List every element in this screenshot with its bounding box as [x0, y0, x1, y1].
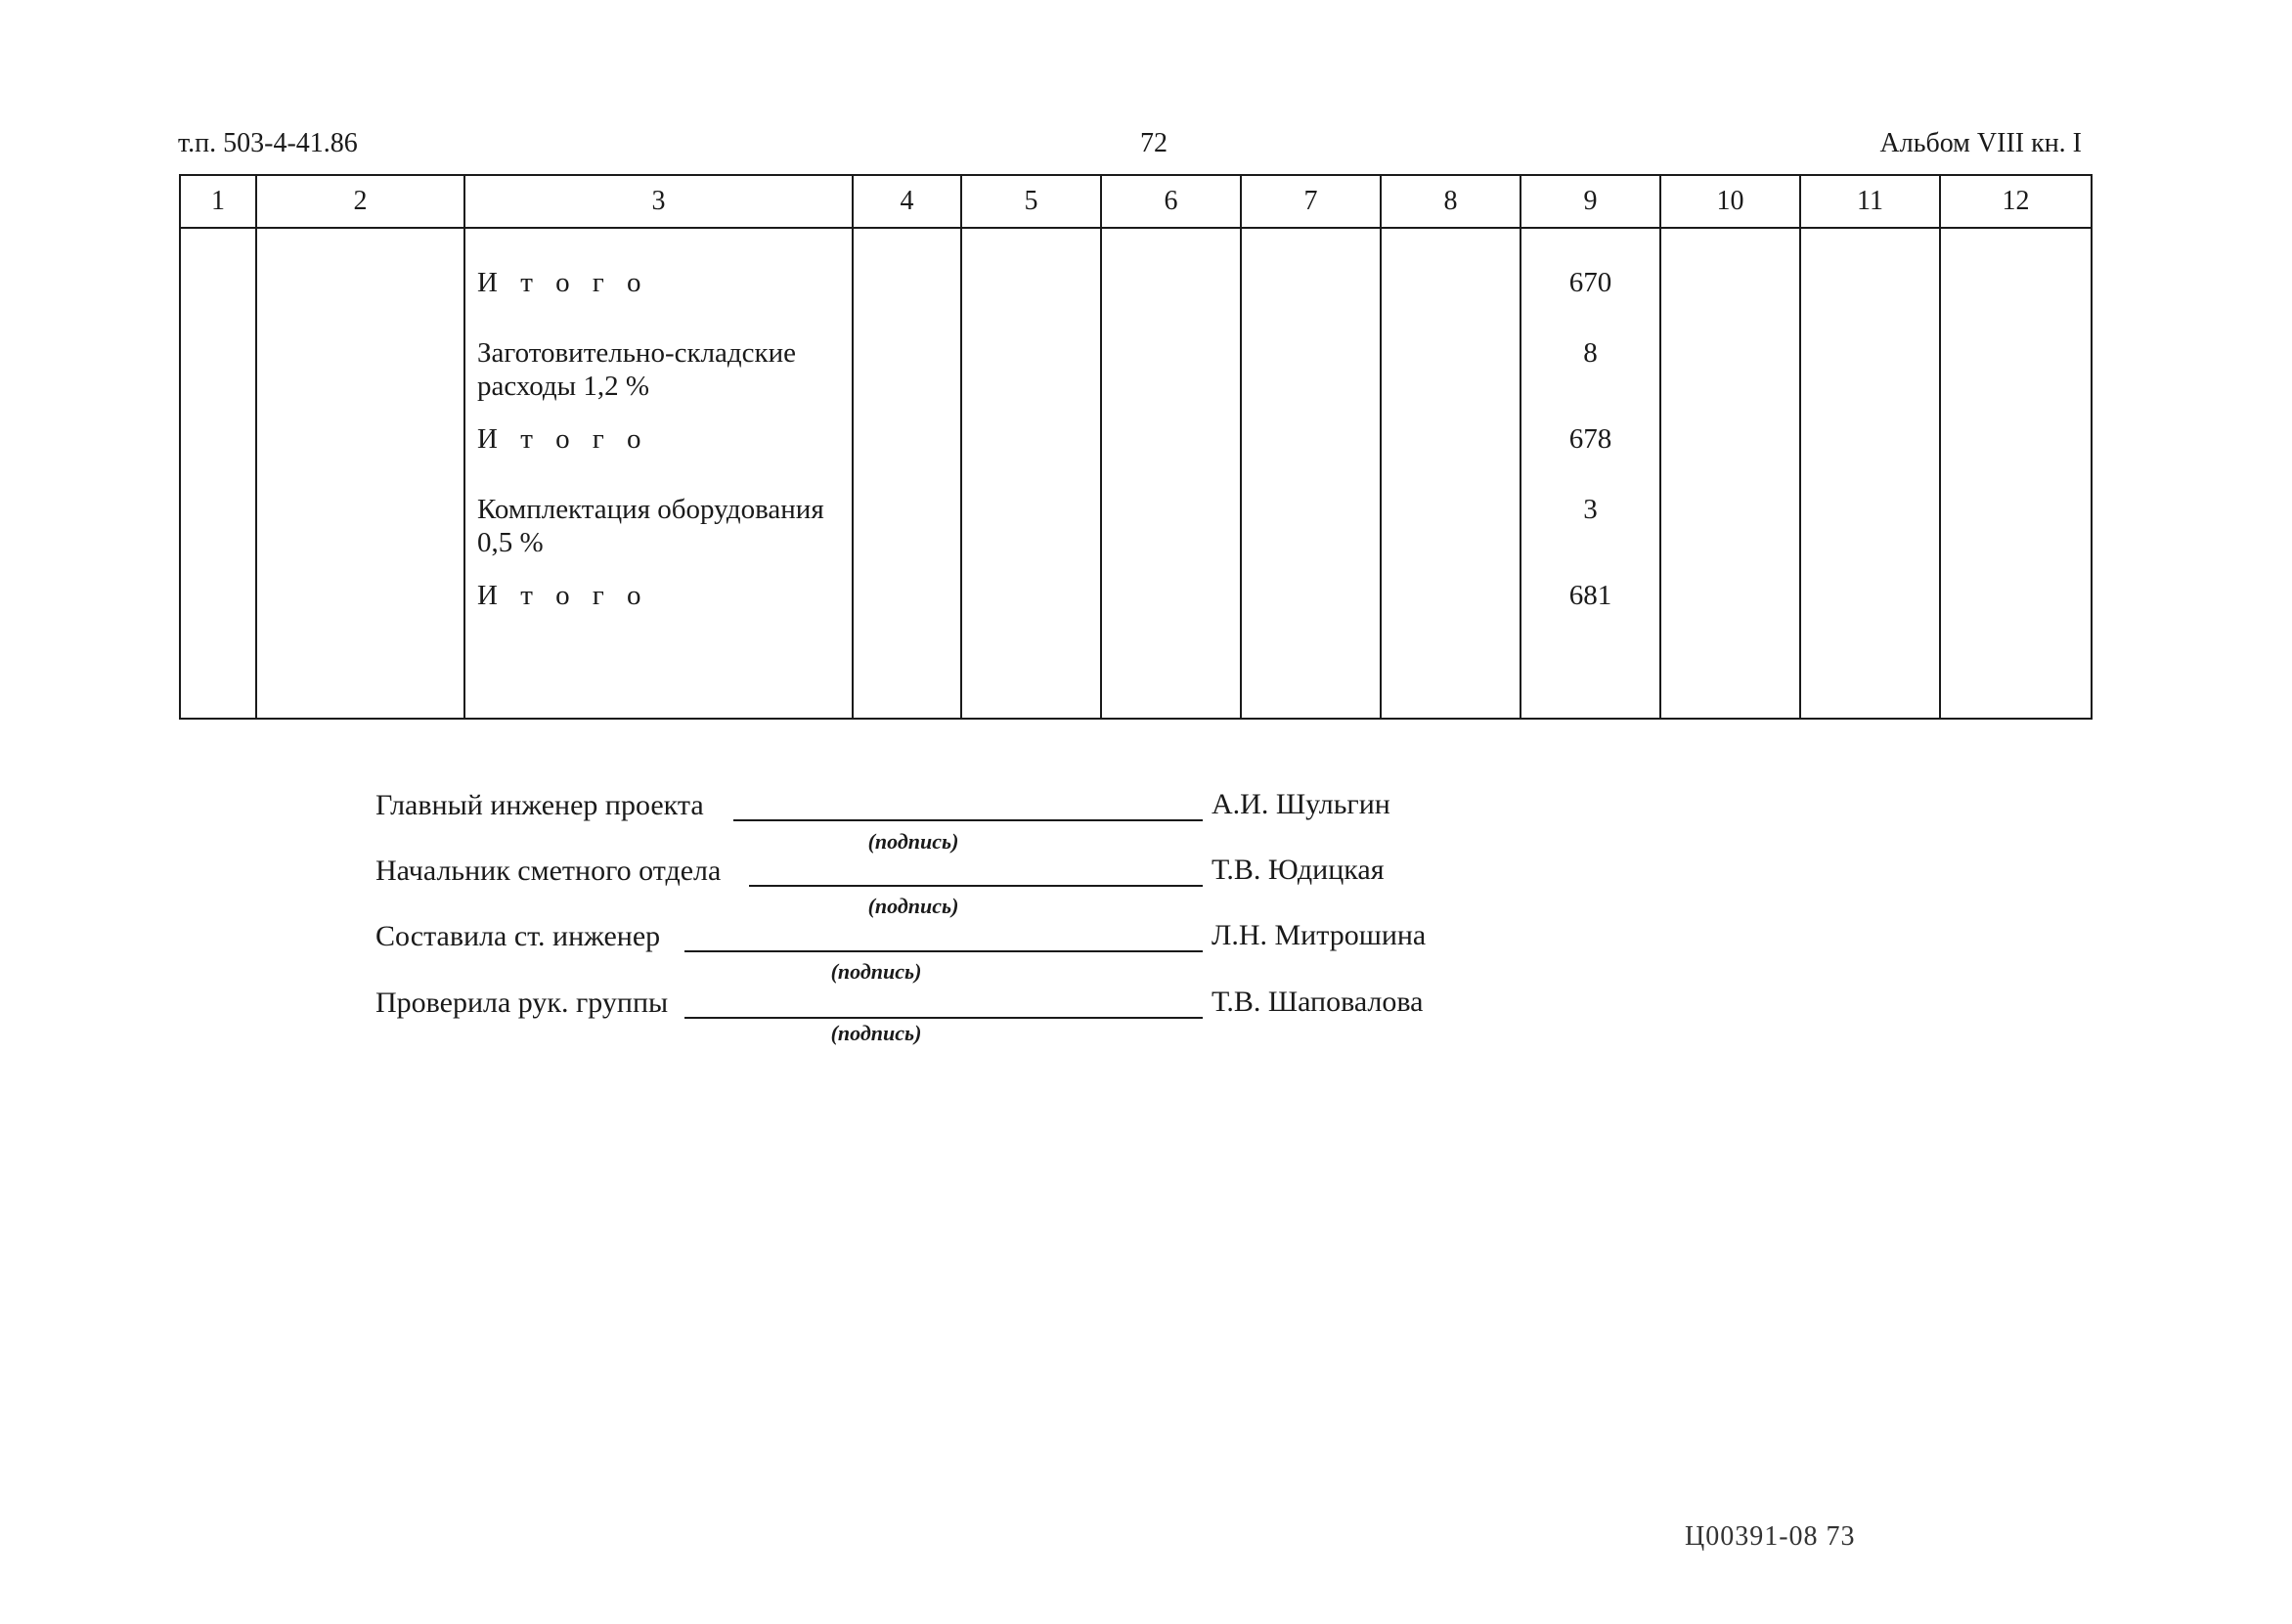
page-number: 72	[1140, 128, 1168, 158]
column-header: 6	[1101, 175, 1241, 228]
cell-col-12	[1940, 228, 2092, 719]
cell-col-8	[1381, 228, 1521, 719]
album-label: Альбом VIII кн. I	[1879, 128, 2082, 158]
row-value: 670	[1568, 267, 1612, 298]
signature-role: Начальник сметного отдела	[375, 855, 722, 887]
signatory-name: Т.В. Шаповалова	[1212, 986, 1424, 1018]
cell-col-2	[256, 228, 464, 719]
cell-col-7	[1241, 228, 1381, 719]
estimate-table	[179, 174, 2093, 720]
signatory-name: Л.Н. Митрошина	[1212, 919, 1427, 951]
column-header: 4	[853, 175, 961, 228]
column-header: 12	[1940, 175, 2092, 228]
cell-col-4	[853, 228, 961, 719]
signature-role: Составила ст. инженер	[375, 920, 661, 952]
row-label-procurement: Заготовительно-складские	[477, 337, 797, 369]
signature-caption: (подпись)	[830, 959, 922, 984]
column-number-row	[180, 175, 2092, 228]
column-header: 7	[1241, 175, 1381, 228]
cell-amount	[1521, 228, 1660, 719]
row-label-total: И т о г о	[477, 267, 649, 298]
cell-col-11	[1800, 228, 1940, 719]
column-header: 11	[1800, 175, 1940, 228]
column-header: 2	[256, 175, 464, 228]
cell-description	[464, 228, 853, 719]
table-body-row	[180, 228, 2092, 719]
signature-caption: (подпись)	[867, 894, 959, 918]
signatory-name: Т.В. Юдицкая	[1212, 854, 1385, 886]
signature-line	[684, 1017, 1203, 1019]
cell-col-5	[961, 228, 1101, 719]
archive-stamp-code: Ц00391-08 73	[1685, 1521, 1856, 1552]
row-value: 678	[1568, 423, 1612, 455]
signature-caption: (подпись)	[830, 1021, 922, 1045]
cell-col-1	[180, 228, 256, 719]
row-value: 681	[1568, 580, 1612, 611]
row-value: 8	[1583, 337, 1598, 369]
row-label-procurement-rate: расходы 1,2 %	[477, 371, 650, 402]
cell-col-10	[1660, 228, 1800, 719]
signature-role: Главный инженер проекта	[375, 789, 704, 821]
column-header: 1	[180, 175, 256, 228]
row-value: 3	[1583, 494, 1598, 525]
column-header: 5	[961, 175, 1101, 228]
column-header: 3	[464, 175, 853, 228]
column-header: 10	[1660, 175, 1800, 228]
signatory-name: А.И. Шульгин	[1212, 788, 1390, 820]
signature-role: Проверила рук. группы	[375, 987, 669, 1019]
row-label-total: И т о г о	[477, 423, 649, 455]
row-label-equipment-rate: 0,5 %	[477, 527, 544, 558]
signature-line	[733, 819, 1203, 821]
column-header: 8	[1381, 175, 1521, 228]
cell-col-6	[1101, 228, 1241, 719]
column-header: 9	[1521, 175, 1660, 228]
row-label-total: И т о г о	[477, 580, 649, 611]
signature-line	[684, 950, 1203, 952]
document-code: т.п. 503-4-41.86	[178, 128, 358, 158]
row-label-equipment: Комплектация оборудования	[477, 494, 824, 525]
signature-caption: (подпись)	[867, 829, 959, 854]
signature-line	[749, 885, 1203, 887]
